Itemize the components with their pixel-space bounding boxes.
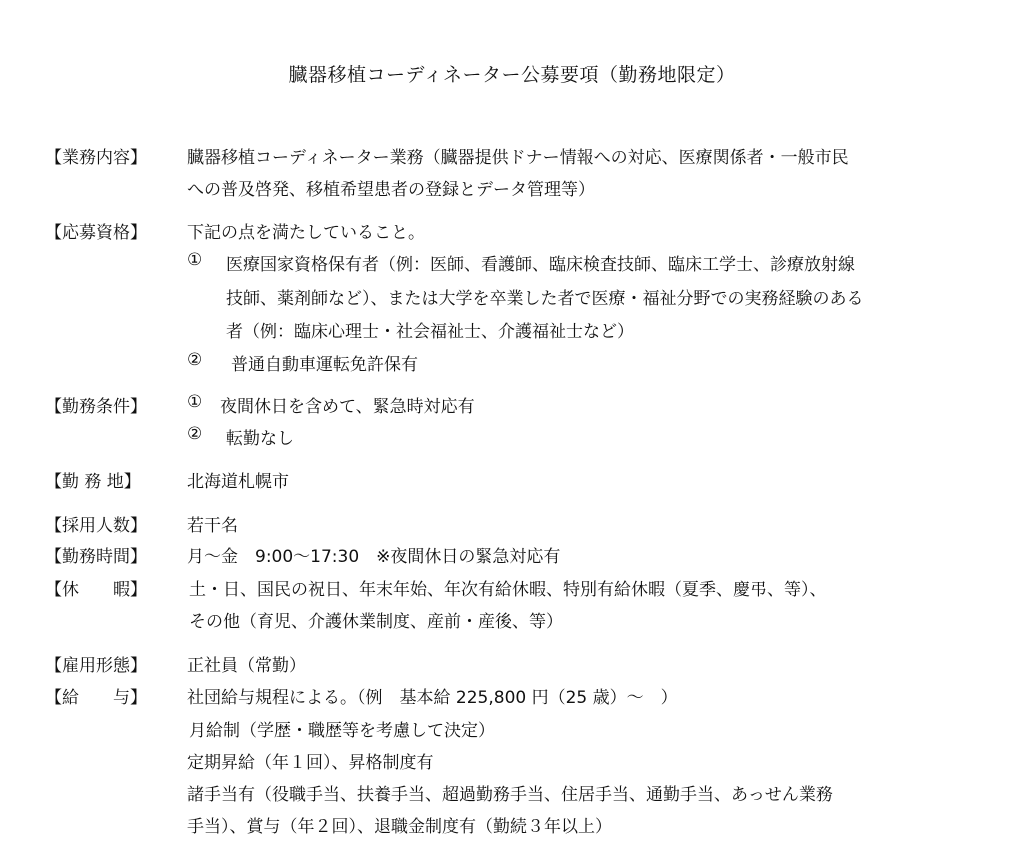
location-text: 北海道札幌市 — [187, 472, 289, 492]
headcount-label: 【採用人数】 — [45, 516, 147, 536]
holidays-line-1: 土・日、国民の祝日、年末年始、年次有給休暇、特別有給休暇（夏季、慶弔、等）、 — [189, 580, 827, 600]
qualification-1-line-2: 技師、薬剤師など）、または大学を卒業した者で医療・福祉分野での実務経験のある — [226, 289, 864, 309]
duties-line-1: 臓器移植コーディネーター業務（臓器提供ドナー情報への対応、医療関係者・一般市民 — [187, 148, 849, 168]
document-title: 臓器移植コーディネーター公募要項（勤務地限定） — [288, 64, 736, 86]
duties-label: 【業務内容】 — [45, 148, 147, 168]
conditions-label: 【勤務条件】 — [45, 397, 147, 417]
headcount-text: 若干名 — [187, 516, 238, 536]
hours-label: 【勤務時間】 — [45, 547, 147, 567]
employment-text: 正社員（常勤） — [187, 656, 306, 676]
qualifications-label: 【応募資格】 — [45, 223, 147, 243]
salary-line-5: 手当）、賞与（年２回）、退職金制度有（勤続３年以上） — [187, 817, 612, 837]
salary-line-3: 定期昇給（年１回）、昇格制度有 — [187, 753, 434, 773]
hours-text: 月～金 9:00～17:30 ※夜間休日の緊急対応有 — [187, 547, 561, 567]
qualification-1-number: ① — [187, 250, 203, 270]
condition-1-number: ① — [187, 392, 203, 412]
condition-1-text: 夜間休日を含めて、緊急時対応有 — [220, 397, 475, 417]
salary-line-1: 社団給与規程による。（例 基本給 225,800 円（25 歳）～ ） — [187, 688, 678, 708]
location-label: 【勤 務 地】 — [45, 472, 141, 492]
employment-label: 【雇用形態】 — [45, 656, 147, 676]
qualifications-intro: 下記の点を満たしていること。 — [187, 223, 425, 243]
holidays-line-2: その他（育児、介護休業制度、産前・産後、等） — [189, 612, 563, 632]
condition-2-number: ② — [187, 424, 203, 444]
qualification-2-number: ② — [187, 350, 203, 370]
salary-line-4: 諸手当有（役職手当、扶養手当、超過勤務手当、住居手当、通勤手当、あっせん業務 — [187, 785, 833, 805]
holidays-label: 【休 暇】 — [45, 580, 147, 600]
condition-2-text: 転勤なし — [226, 429, 294, 449]
qualification-1-line-1: 医療国家資格保有者（例：医師、看護師、臨床検査技師、臨床工学士、診療放射線 — [226, 255, 855, 275]
duties-line-2: への普及啓発、移植希望患者の登録とデータ管理等） — [187, 180, 595, 200]
salary-label: 【給 与】 — [45, 688, 147, 708]
salary-line-2: 月給制（学歴・職歴等を考慮して決定） — [189, 721, 495, 741]
qualification-1-line-3: 者（例：臨床心理士・社会福祉士、介護福祉士など） — [226, 322, 634, 342]
qualification-2-line-1: 普通自動車運転免許保有 — [231, 355, 418, 375]
